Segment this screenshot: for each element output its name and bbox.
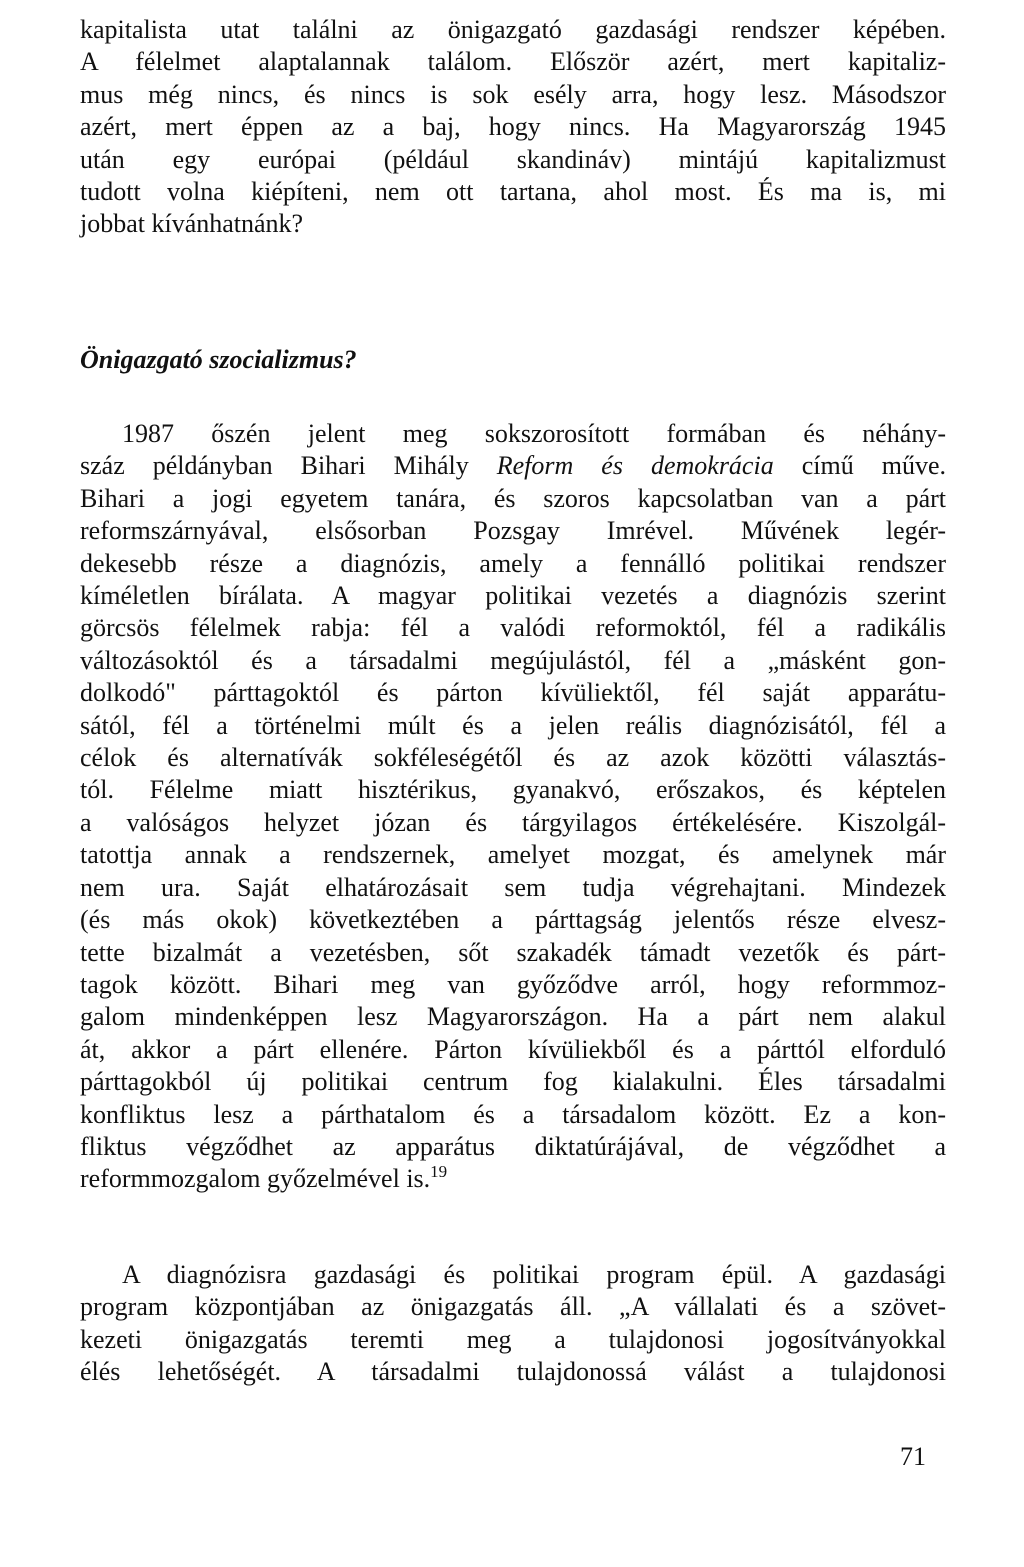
text-line: párttagokból új politikai centrum fog kialakulni. Éles társadalmi <box>80 1067 946 1097</box>
text-line: célok és alternatívák sokféleségétől és az azok közötti választás- <box>80 743 946 773</box>
paragraph-bihari <box>80 418 946 1196</box>
text-line: görcsös félelmek rabja: fél a valódi reformoktól, fél a radikális <box>80 613 946 643</box>
text-fragment: száz példányban Bihari Mihály <box>80 451 497 481</box>
text-line: 1987 őszén jelent meg sokszorosított formában és néhány- <box>122 419 946 448</box>
text-line: át, akkor a párt ellenére. Párton kívüliekből és a párttól elforduló <box>80 1034 946 1064</box>
text-line: program központjában az önigazgatás áll. „A vállalati és a szövet- <box>80 1292 946 1322</box>
text-line: azért, mert éppen az a baj, hogy nincs. Ha Magyarország 1945 <box>80 112 946 142</box>
text-line: reformszárnyával, elsősorban Pozsgay Imrével. Művének legér- <box>80 516 946 546</box>
text-line: tudott volna kiépíteni, nem ott tartana, ahol most. És ma is, mi <box>80 177 946 207</box>
text-line: konfliktus lesz a párthatalom és a társadalom között. Ez a kon- <box>80 1099 946 1129</box>
text-line: fliktus végződhet az apparátus diktatúrájával, de végződhet a <box>80 1131 946 1161</box>
text-line: mus még nincs, és nincs is sok esély arra, hogy lesz. Másodszor <box>80 79 946 109</box>
text-line: galom mindenképpen lesz Magyarországon. Ha a párt nem alakul <box>80 1002 946 1032</box>
text-line: dolkodó" párttagoktól és párton kívüliektől, fél saját apparátu- <box>80 678 946 708</box>
text-line: Bihari a jogi egyetem tanára, és szoros kapcsolatban van a párt <box>80 483 946 513</box>
text-line: tatottja annak a rendszernek, amelyet mozgat, és amelynek már <box>80 840 946 870</box>
text-line: tette bizalmát a vezetésben, sőt szakadék támadt vezetők és párt- <box>80 937 946 967</box>
text-line-with-title <box>80 450 946 482</box>
text-line: A diagnózisra gazdasági és politikai program épül. A gazdasági <box>122 1260 946 1289</box>
text-line: dekesebb része a diagnózis, amely a fennálló politikai rendszer <box>80 548 946 578</box>
text-line: változásoktól és a társadalmi megújulástól, fél a „másként gon- <box>80 645 946 675</box>
page-number: 71 <box>900 1442 926 1471</box>
text-line: kíméletlen bírálata. A magyar politikai vezetés a diagnózis szerint <box>80 581 946 611</box>
footnote-reference: 19 <box>430 1162 448 1182</box>
text-line: nem ura. Saját elhatározásait sem tudja végrehajtani. Mindezek <box>80 872 946 902</box>
text-line: élés lehetőségét. A társadalmi tulajdonossá válást a tulajdonosi <box>80 1357 946 1387</box>
paragraph-intro <box>80 14 946 241</box>
text-fragment: reformmozgalom győzelmével is. <box>80 1164 431 1194</box>
text-line: után egy európai (például skandináv) mintájú kapitalizmust <box>80 144 946 174</box>
section-heading: Önigazgató szocializmus? <box>80 345 357 374</box>
book-title: Reform és demokrácia <box>496 451 774 481</box>
text-line: sától, fél a történelmi múlt és a jelen reális diagnózisától, fél a <box>80 710 946 740</box>
text-line: a valóságos helyzet józan és tárgyilagos értékelésére. Kiszolgál- <box>80 807 946 837</box>
text-line: jobbat kívánhatnánk? <box>80 209 304 239</box>
text-fragment: című műve. <box>773 451 946 481</box>
text-line: A félelmet alaptalannak találom. Először azért, mert kapitaliz- <box>80 47 946 77</box>
text-line: tagok között. Bihari meg van győződve arról, hogy reformmoz- <box>80 969 946 999</box>
text-line: (és más okok) következtében a párttagság jelentős része elvesz- <box>80 905 946 935</box>
text-line: kapitalista utat találni az önigazgató gazdasági rendszer képében. <box>80 15 946 44</box>
text-line: kezeti önigazgatás teremti meg a tulajdonosi jogosítványokkal <box>80 1324 946 1354</box>
paragraph-program <box>80 1259 946 1389</box>
text-line-with-footnote <box>80 1163 946 1195</box>
text-line: tól. Félelme miatt hisztérikus, gyanakvó, erőszakos, és képtelen <box>80 775 946 805</box>
